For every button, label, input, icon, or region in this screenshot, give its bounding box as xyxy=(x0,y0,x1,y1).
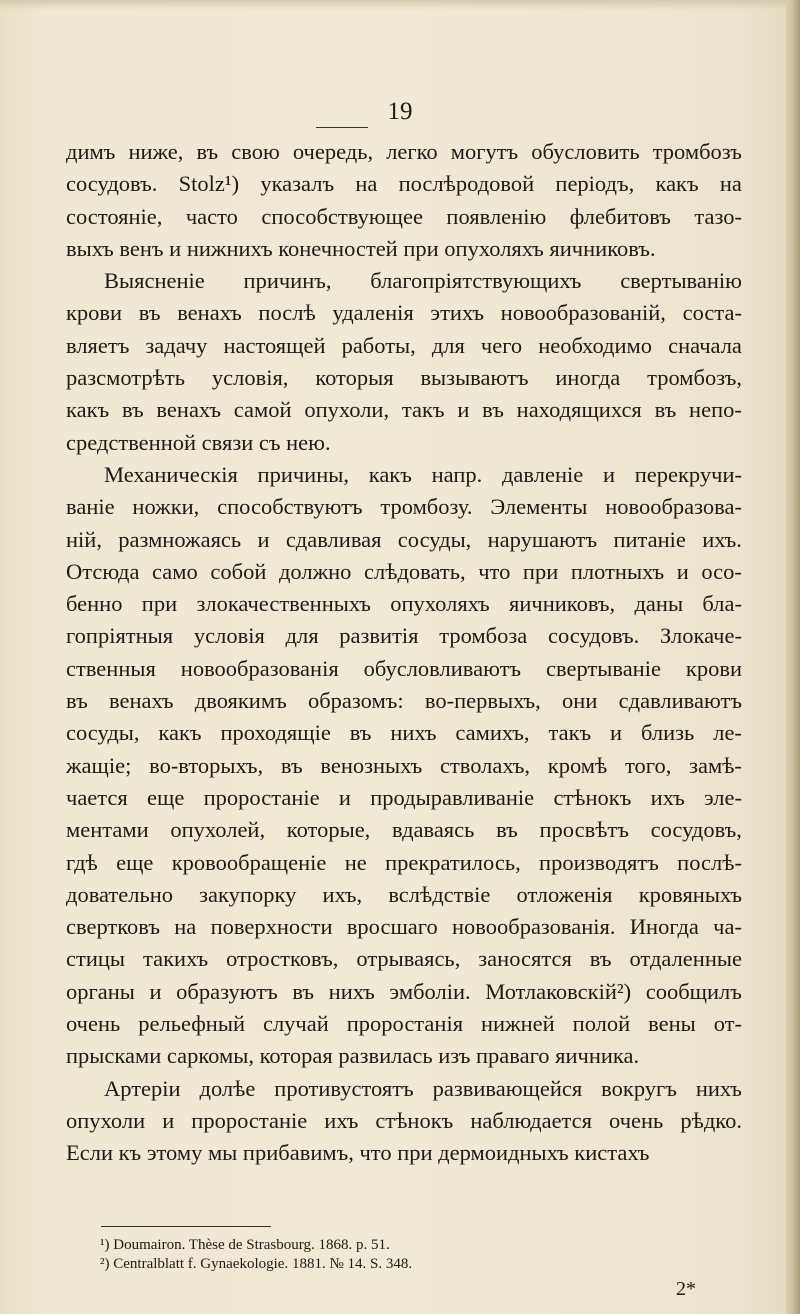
word: димъ xyxy=(66,139,116,164)
text-line: прысками саркомы, которая развилась изъ праваго яичника. xyxy=(66,1043,640,1069)
word: опухоляхъ xyxy=(390,591,490,617)
text-line xyxy=(66,943,742,975)
word: перекручи- xyxy=(634,461,742,487)
word: новообразованій, xyxy=(500,300,666,326)
word: при xyxy=(522,558,559,584)
word: работы, xyxy=(341,332,416,358)
word: вляетъ xyxy=(66,332,130,358)
word: долѣе xyxy=(199,1075,256,1101)
word: сдавливаютъ xyxy=(618,688,742,714)
word: тромбозу. xyxy=(380,494,473,520)
word: развивающейся xyxy=(432,1075,583,1101)
text-line xyxy=(66,136,742,168)
text-line xyxy=(66,620,742,652)
word: и xyxy=(162,1107,175,1133)
word: довательно xyxy=(66,881,174,907)
word: они xyxy=(562,688,598,714)
word: состояніе, xyxy=(66,203,163,229)
text-line xyxy=(66,394,742,426)
word: легко xyxy=(386,139,438,164)
word: давленіе xyxy=(501,461,584,487)
word: бенно xyxy=(66,591,123,617)
word: нарушаютъ xyxy=(487,526,598,552)
word: новообразова- xyxy=(605,494,742,520)
word: ній, xyxy=(66,526,102,552)
word: близь xyxy=(641,720,695,746)
word: развитія xyxy=(339,623,419,649)
word: производятъ xyxy=(539,849,659,875)
word: сосуды, xyxy=(397,526,472,552)
word: и xyxy=(602,461,616,487)
text-line xyxy=(66,297,742,329)
word: прекратилось, xyxy=(385,849,521,875)
text-line xyxy=(66,459,742,491)
text-line xyxy=(66,879,742,911)
word: Иногда xyxy=(629,914,699,940)
word: для xyxy=(431,332,465,358)
word: ваніе xyxy=(66,494,115,520)
page-binding-edge xyxy=(786,0,800,1314)
word: сдавливая xyxy=(285,526,382,552)
word: иногда xyxy=(555,365,621,391)
word: проростаніе xyxy=(203,784,320,810)
word: Stolz¹) xyxy=(178,171,240,197)
word: въ xyxy=(138,300,161,326)
word: крови xyxy=(66,300,123,326)
word: очень xyxy=(609,1107,664,1133)
word: очень xyxy=(66,1011,121,1037)
text-line xyxy=(66,653,742,685)
word: свертыванію xyxy=(620,268,742,294)
word: гопріятныя xyxy=(66,623,174,649)
word: напр. xyxy=(431,461,483,487)
word: и xyxy=(457,397,470,423)
word: вызываютъ xyxy=(420,365,529,391)
word: въ xyxy=(496,817,518,843)
word: проростаніе xyxy=(191,1107,308,1133)
word: замѣ- xyxy=(689,752,742,778)
word: противустоятъ xyxy=(274,1075,414,1101)
word: от- xyxy=(713,1011,742,1037)
word: крови xyxy=(685,655,742,681)
word: вены xyxy=(648,1011,696,1037)
main-text xyxy=(66,136,742,1170)
word: ча- xyxy=(713,914,742,940)
text-line xyxy=(66,265,742,297)
word: могутъ xyxy=(450,139,519,164)
word: соста- xyxy=(682,300,742,326)
word: которыя xyxy=(315,365,394,391)
word: венахъ xyxy=(156,397,221,423)
word: венахъ xyxy=(177,300,242,326)
text-line xyxy=(66,201,742,233)
word: сообщилъ xyxy=(645,978,742,1004)
word: въ xyxy=(196,139,219,164)
word: на xyxy=(355,171,378,197)
word: что xyxy=(478,558,511,584)
word: питаніе xyxy=(613,526,686,552)
word: Злокаче- xyxy=(660,623,742,649)
word: просвѣтъ xyxy=(539,817,629,843)
word: въ xyxy=(349,720,372,746)
word: полой xyxy=(572,1011,631,1037)
word: въ xyxy=(280,752,303,778)
text-line xyxy=(66,1008,742,1040)
word: указалъ xyxy=(260,171,335,197)
word: благопріятствующихъ xyxy=(370,268,582,294)
word: ле- xyxy=(713,720,742,746)
text-line xyxy=(66,685,742,717)
word: должно xyxy=(278,558,352,584)
word: злокачественныхъ xyxy=(196,591,371,617)
word: ножки, xyxy=(132,494,200,520)
word: Элементы xyxy=(490,494,588,520)
word: ментами xyxy=(66,817,149,843)
word: послѣ xyxy=(258,300,316,326)
word: вокругъ xyxy=(601,1075,677,1101)
word: нижней xyxy=(481,1011,555,1037)
word: опухоли, xyxy=(304,397,390,423)
word: тазо- xyxy=(694,203,742,229)
word: причинъ, xyxy=(243,268,332,294)
text-line xyxy=(66,556,742,588)
word: послѣ- xyxy=(677,849,742,875)
word: способствующее xyxy=(261,203,423,229)
word: и xyxy=(338,784,351,810)
footnote: ¹) Doumairon. Thèse de Strasbourg. 1868. p. 51. xyxy=(100,1237,390,1253)
text-line xyxy=(66,782,742,814)
word: размножаясь xyxy=(118,526,242,552)
text-line xyxy=(66,911,742,943)
text-line xyxy=(66,750,742,782)
text-line xyxy=(66,976,742,1008)
word: способствуютъ xyxy=(217,494,363,520)
word: новообразованія xyxy=(180,655,339,681)
word: эле- xyxy=(704,784,742,810)
word: нихъ xyxy=(390,720,437,746)
word: причины, xyxy=(257,461,350,487)
word: и xyxy=(610,720,623,746)
word: часто xyxy=(185,203,238,229)
word: того, xyxy=(625,752,672,778)
word: стволахъ, xyxy=(439,752,531,778)
word: кромѣ xyxy=(547,752,608,778)
word: эмболіи. xyxy=(389,978,471,1004)
word: этихъ xyxy=(430,300,484,326)
text-line xyxy=(66,847,742,879)
word: образомъ: xyxy=(307,688,404,714)
word: флебитовъ xyxy=(569,203,671,229)
word: находящихся xyxy=(516,397,642,423)
word: періодъ, xyxy=(555,171,635,197)
word: какъ xyxy=(158,720,202,746)
page-top-shadow xyxy=(0,0,800,10)
word: Артеріи xyxy=(104,1075,181,1101)
word: стѣнокъ xyxy=(375,1107,454,1133)
word: проростанія xyxy=(346,1011,464,1037)
word: Отсюда xyxy=(66,558,140,584)
word: вдаваясь xyxy=(392,817,475,843)
word: появленію xyxy=(446,203,547,229)
word: гдѣ xyxy=(66,849,98,875)
word: чего xyxy=(480,332,523,358)
word: въ xyxy=(589,946,612,972)
word: нихъ xyxy=(695,1075,742,1101)
word: ихъ xyxy=(324,1107,359,1133)
word: образуютъ xyxy=(176,978,278,1004)
word: какъ xyxy=(66,397,110,423)
text-line xyxy=(66,814,742,846)
word: органы xyxy=(66,978,135,1004)
word: отрываясь, xyxy=(356,946,461,972)
word: тромбозъ, xyxy=(647,365,742,391)
word: рѣдко. xyxy=(680,1107,742,1133)
text-line xyxy=(66,491,742,523)
word: вслѣдствіе xyxy=(388,881,491,907)
word: которые, xyxy=(286,817,371,843)
word: чается xyxy=(66,784,128,810)
word: сосудовъ, xyxy=(650,817,742,843)
word: въ xyxy=(292,978,315,1004)
signature-mark: 2* xyxy=(676,1278,696,1300)
word: для xyxy=(285,623,319,649)
word: опухоли xyxy=(66,1107,146,1133)
word: свою xyxy=(231,139,280,164)
word: новообразованія. xyxy=(451,914,616,940)
word: проходящіе xyxy=(220,720,331,746)
word: венозныхъ xyxy=(320,752,423,778)
word: Механическія xyxy=(104,461,238,487)
word: стѣнокъ xyxy=(553,784,632,810)
text-line xyxy=(66,1105,742,1137)
word: такихъ xyxy=(143,946,209,972)
word: двоякимъ xyxy=(194,688,287,714)
word: при xyxy=(141,591,178,617)
text-line xyxy=(66,717,742,749)
text-line xyxy=(66,1073,742,1105)
page-number: 19 xyxy=(387,98,413,125)
word: осо- xyxy=(701,558,742,584)
word: свертываніе xyxy=(546,655,661,681)
word: кровяныхъ xyxy=(638,881,742,907)
word: венахъ xyxy=(108,688,174,714)
word: какъ xyxy=(655,171,699,197)
text-line xyxy=(66,588,742,620)
word: не xyxy=(344,849,367,875)
word: обусловить xyxy=(531,139,640,164)
word: бла- xyxy=(702,591,742,617)
word: какъ xyxy=(368,461,412,487)
word: ихъ, xyxy=(322,881,363,907)
word: яичниковъ, xyxy=(509,591,616,617)
text-line: средственной связи съ нею. xyxy=(66,429,331,455)
word: условія, xyxy=(211,365,289,391)
word: сосудовъ. xyxy=(66,171,158,197)
word: жащіе; xyxy=(66,752,132,778)
word: еще xyxy=(116,849,154,875)
word: нихъ xyxy=(328,978,375,1004)
word: Выясненіе xyxy=(104,268,205,294)
word: на xyxy=(174,914,197,940)
word: свертковъ xyxy=(66,914,160,940)
text-line xyxy=(66,362,742,394)
text-line: Если къ этому мы прибавимъ, что при дермоидныхъ кистахъ xyxy=(66,1140,650,1166)
text-line xyxy=(66,168,742,200)
word: въ xyxy=(482,397,504,423)
word: заносятся xyxy=(478,946,572,972)
word: сначала xyxy=(668,332,742,358)
word: очередь, xyxy=(292,139,374,164)
word: отложенія xyxy=(516,881,613,907)
word: во-первыхъ, xyxy=(424,688,541,714)
word: и xyxy=(676,558,689,584)
footnote-separator xyxy=(101,1226,271,1227)
word: стицы xyxy=(66,946,126,972)
word: ихъ. xyxy=(702,526,742,552)
word: продыравливаніе xyxy=(370,784,535,810)
word: такъ xyxy=(548,720,592,746)
text-line: выхъ венъ и нижнихъ конечностей при опухоляхъ яичниковъ. xyxy=(66,235,656,261)
word: необходимо xyxy=(538,332,653,358)
word: закупорку xyxy=(199,881,297,907)
word: разсмотрѣть xyxy=(66,365,185,391)
word: опухолей, xyxy=(170,817,266,843)
text-line xyxy=(66,330,742,362)
footnotes xyxy=(100,1236,720,1274)
word: удаленія xyxy=(332,300,414,326)
word: кровообращеніе xyxy=(171,849,327,875)
word: въ xyxy=(654,397,677,423)
text-line xyxy=(66,524,742,556)
word: и xyxy=(149,978,162,1004)
word: само xyxy=(152,558,198,584)
word: ихъ xyxy=(650,784,685,810)
word: наблюдается xyxy=(470,1107,593,1133)
word: послѣродовой xyxy=(398,171,535,197)
word: и xyxy=(257,526,270,552)
word: во-вторыхъ, xyxy=(149,752,264,778)
word: сосудовъ. xyxy=(547,623,640,649)
word: на xyxy=(719,171,742,197)
word: отростковъ, xyxy=(226,946,339,972)
word: тромбозъ xyxy=(652,139,742,164)
word: ниже, xyxy=(128,139,184,164)
word: даны xyxy=(634,591,684,617)
word: настоящей xyxy=(223,332,326,358)
word: самихъ, xyxy=(455,720,530,746)
word: непо- xyxy=(689,397,742,423)
word: задачу xyxy=(145,332,208,358)
word: плотныхъ xyxy=(570,558,665,584)
word: обусловливаютъ xyxy=(363,655,522,681)
word: сосуды, xyxy=(66,720,140,746)
word: слѣдовать, xyxy=(364,558,466,584)
footnote: ²) Centralblatt f. Gynaekologie. 1881. № 14. S. 348. xyxy=(100,1256,413,1272)
word: рельефный xyxy=(138,1011,245,1037)
page-number-underline xyxy=(316,127,368,128)
word: Мотлаковскій²) xyxy=(485,978,632,1004)
word: еще xyxy=(147,784,185,810)
word: условія xyxy=(193,623,265,649)
word: отдаленные xyxy=(629,946,742,972)
word: въ xyxy=(121,397,144,423)
word: ственныя xyxy=(66,655,156,681)
word: тромбоза xyxy=(439,623,528,649)
word: случай xyxy=(262,1011,329,1037)
word: такъ xyxy=(401,397,445,423)
word: самой xyxy=(233,397,292,423)
word: вросшаго xyxy=(346,914,438,940)
word: въ xyxy=(66,688,88,714)
word: собой xyxy=(210,558,267,584)
word: поверхности xyxy=(210,914,333,940)
